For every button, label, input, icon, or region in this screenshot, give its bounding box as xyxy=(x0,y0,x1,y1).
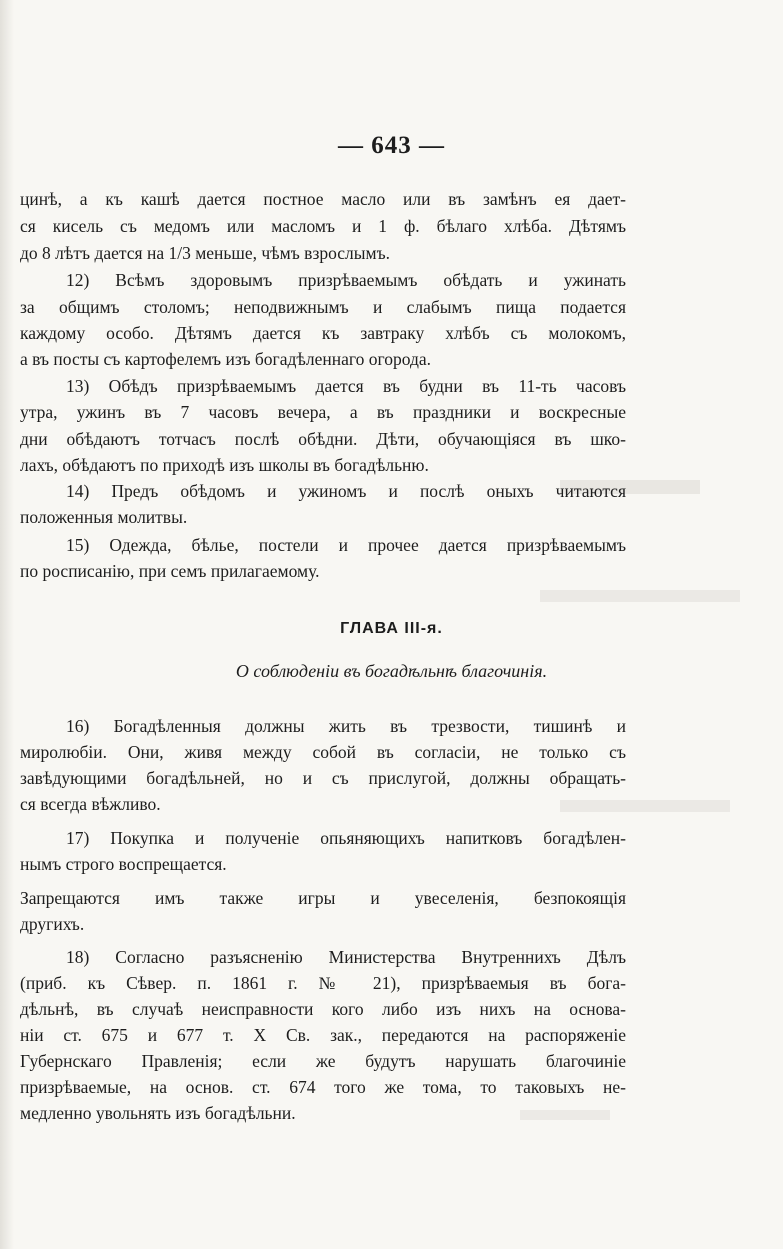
text-line: завѣдующими богадѣльней, но и съ прислугой, должны обращать- xyxy=(20,768,626,788)
text-line: нымъ строго воспрещается. xyxy=(20,854,227,874)
text-line: ся кисель съ медомъ или масломъ и 1 ф. бѣлаго хлѣба. Дѣтямъ xyxy=(20,216,626,236)
text-line: а въ посты съ картофелемъ изъ богадѣленнаго огорода. xyxy=(20,349,432,369)
paragraph-start-13: 13) Обѣдъ призрѣваемымъ дается въ будни въ 11-ть часовъ xyxy=(66,376,626,396)
chapter-subtitle: О соблюденіи въ богадѣльнѣ благочинія. xyxy=(235,661,548,681)
text-line: дни обѣдаютъ тотчасъ послѣ обѣдни. Дѣти, обучающіяся въ шко- xyxy=(20,429,626,449)
text-line: медленно увольнять изъ богадѣльни. xyxy=(20,1103,296,1123)
text-line: утра, ужинъ въ 7 часовъ вечера, а въ праздники и воскресные xyxy=(20,402,626,422)
page-number: — 643 — xyxy=(338,132,445,159)
text-line: другихъ. xyxy=(20,914,85,934)
text-line: дѣльнѣ, въ случаѣ неисправности кого либо изъ нихъ на основа- xyxy=(20,999,626,1019)
text-line: Губернскаго Правленія; если же будутъ нарушать благочиніе xyxy=(20,1051,626,1071)
paragraph-start-18: 18) Согласно разъясненію Министерства Внутреннихъ Дѣлъ xyxy=(66,947,626,967)
text-line: миролюбіи. Они, живя между собой въ согласіи, не только съ xyxy=(20,742,626,762)
paragraph-start-12: 12) Всѣмъ здоровымъ призрѣваемымъ обѣдать и ужинать xyxy=(66,270,626,290)
text-line: (приб. къ Сѣвер. п. 1861 г. № 21), призрѣваемыя въ бога- xyxy=(20,973,626,993)
text-line: ся всегда вѣжливо. xyxy=(20,794,161,814)
text-line: призрѣваемые, на основ. ст. 674 того же тома, то таковыхъ не- xyxy=(20,1077,626,1097)
bleed-through xyxy=(540,590,740,602)
text-line: лахъ, обѣдаютъ по приходѣ изъ школы въ богадѣльню. xyxy=(20,455,429,475)
chapter-heading: ГЛАВА III-я. xyxy=(340,620,443,637)
paragraph-start-14: 14) Предъ обѣдомъ и ужиномъ и послѣ оныхъ читаются xyxy=(66,481,626,501)
paragraph-start-17: 17) Покупка и полученіе опьяняющихъ напитковъ богадѣлен- xyxy=(66,828,626,848)
text-line: каждому особо. Дѣтямъ дается къ завтраку хлѣбъ съ молокомъ, xyxy=(20,323,626,343)
text-line: за общимъ столомъ; неподвижнымъ и слабымъ пища подается xyxy=(20,297,626,317)
text-line: цинѣ, а къ кашѣ дается постное масло или въ замѣнъ ея дает- xyxy=(20,189,626,209)
text-line: положенныя молитвы. xyxy=(20,507,188,527)
text-line: до 8 лѣтъ дается на 1/3 меньше, чѣмъ взрослымъ. xyxy=(20,243,391,263)
paragraph-start: Запрещаются имъ также игры и увеселенія, безпокоящія xyxy=(20,888,626,908)
paragraph-start-15: 15) Одежда, бѣлье, постели и прочее дается призрѣваемымъ xyxy=(66,535,626,555)
paragraph-start-16: 16) Богадѣленныя должны жить въ трезвости, тишинѣ и xyxy=(66,716,626,736)
text-line: ніи ст. 675 и 677 т. X Св. зак., передаются на распоряженіе xyxy=(20,1025,626,1045)
text-line: по росписанію, при семъ прилагаемому. xyxy=(20,561,320,581)
